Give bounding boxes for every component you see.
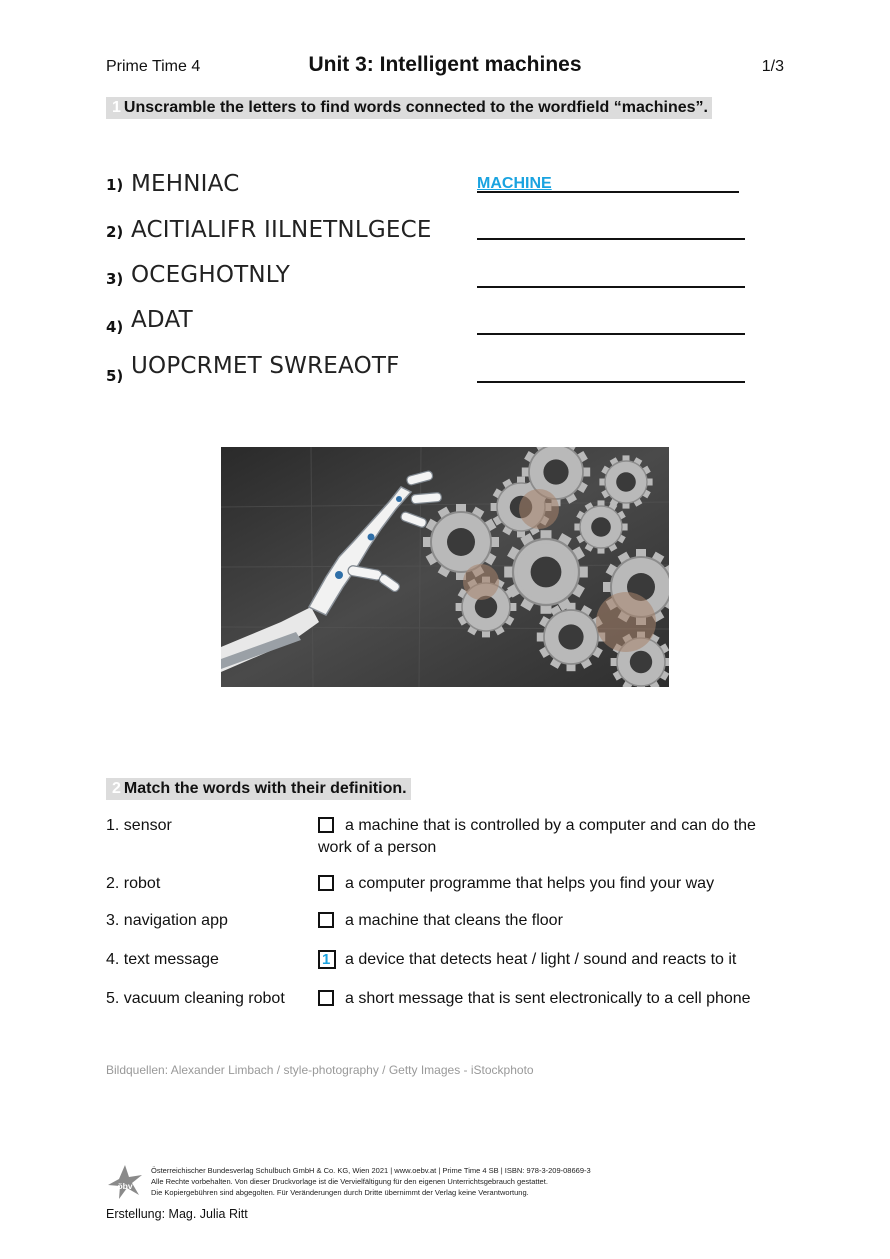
item-1-number: 1) (106, 176, 124, 194)
item-3-number: 3) (106, 270, 124, 288)
match-word-3: 3. navigation app (106, 912, 228, 929)
task1-heading (106, 97, 712, 119)
match-word-2: 2. robot (106, 875, 161, 892)
match-box-4[interactable] (318, 950, 336, 969)
match-box-3[interactable] (318, 912, 334, 928)
task2-number: 2 (112, 780, 121, 797)
robot-hand-gears-image (221, 447, 669, 687)
item-1-answer-line (477, 191, 739, 193)
match-word-4: 4. text message (106, 951, 219, 968)
item-4-scrambled: ADAT (131, 307, 193, 333)
match-definition-2: a computer programme that helps you find your way (345, 875, 715, 892)
match-definition-4: a device that detects heat / light / sound and reacts to it (345, 951, 737, 968)
page-title: Unit 3: Intelligent machines (308, 53, 582, 76)
legal-line-3: Die Kopiergebühren sind abgegolten. Für Veränderungen durch Dritte übernimmt der Verlag keine Verantwortung. (151, 1188, 529, 1197)
author: Erstellung: Mag. Julia Ritt (106, 1207, 248, 1221)
match-box-4-value: 1 (322, 951, 331, 968)
item-3-scrambled: OCEGHOTNLY (131, 262, 290, 288)
match-definition-5: a short message that is sent electronically to a cell phone (345, 990, 751, 1007)
item-1-answer[interactable]: MACHINE (477, 175, 552, 192)
match-box-2[interactable] (318, 875, 334, 891)
page-number: 1/3 (761, 58, 784, 75)
item-4-number: 4) (106, 318, 124, 336)
match-word-1: 1. sensor (106, 817, 172, 834)
item-2-answer-line[interactable] (477, 238, 745, 240)
match-box-5[interactable] (318, 990, 334, 1006)
item-5-number: 5) (106, 367, 124, 385)
legal-line-2: Alle Rechte vorbehalten. Von dieser Druckvorlage ist die Vervielfältigung für den eigenen Unterrichtsgebrauch gestattet. (151, 1177, 548, 1186)
item-3-answer-line[interactable] (477, 286, 745, 288)
match-definition-1: a machine that is controlled by a computer and can do the (345, 817, 756, 834)
task1-number: 1 (112, 99, 121, 116)
header-course: Prime Time 4 (106, 58, 201, 75)
item-2-scrambled: ACITIALIFR IILNETNLGECE (131, 217, 432, 243)
match-definition-3: a machine that cleans the floor (345, 912, 563, 929)
task1-instruction: Unscramble the letters to find words connected to the wordfield “machines”. (123, 99, 708, 116)
match-box-1[interactable] (318, 817, 334, 833)
robot-gears-illustration (221, 447, 669, 687)
item-4-answer-line[interactable] (477, 333, 745, 335)
match-word-5: 5. vacuum cleaning robot (106, 990, 285, 1007)
task2-heading (106, 778, 411, 800)
item-1-scrambled: MEHNIAC (131, 171, 240, 197)
logo-text: öbv (117, 1181, 133, 1191)
oebv-logo-icon (106, 1163, 144, 1201)
image-credit: Bildquellen: Alexander Limbach / style-photography / Getty Images - iStockphoto (106, 1063, 534, 1077)
match-definition-1-cont: work of a person (318, 839, 437, 856)
item-5-scrambled: UOPCRMET SWREAOTF (131, 353, 400, 379)
item-5-answer-line[interactable] (477, 381, 745, 383)
item-2-number: 2) (106, 223, 124, 241)
oebv-logo (106, 1163, 144, 1201)
legal-line-1: Österreichischer Bundesverlag Schulbuch GmbH & Co. KG, Wien 2021 | www.oebv.at | Prime Time 4 SB | ISBN: 978-3-209-08669-3 (151, 1166, 591, 1175)
task2-instruction: Match the words with their definition. (123, 780, 407, 797)
